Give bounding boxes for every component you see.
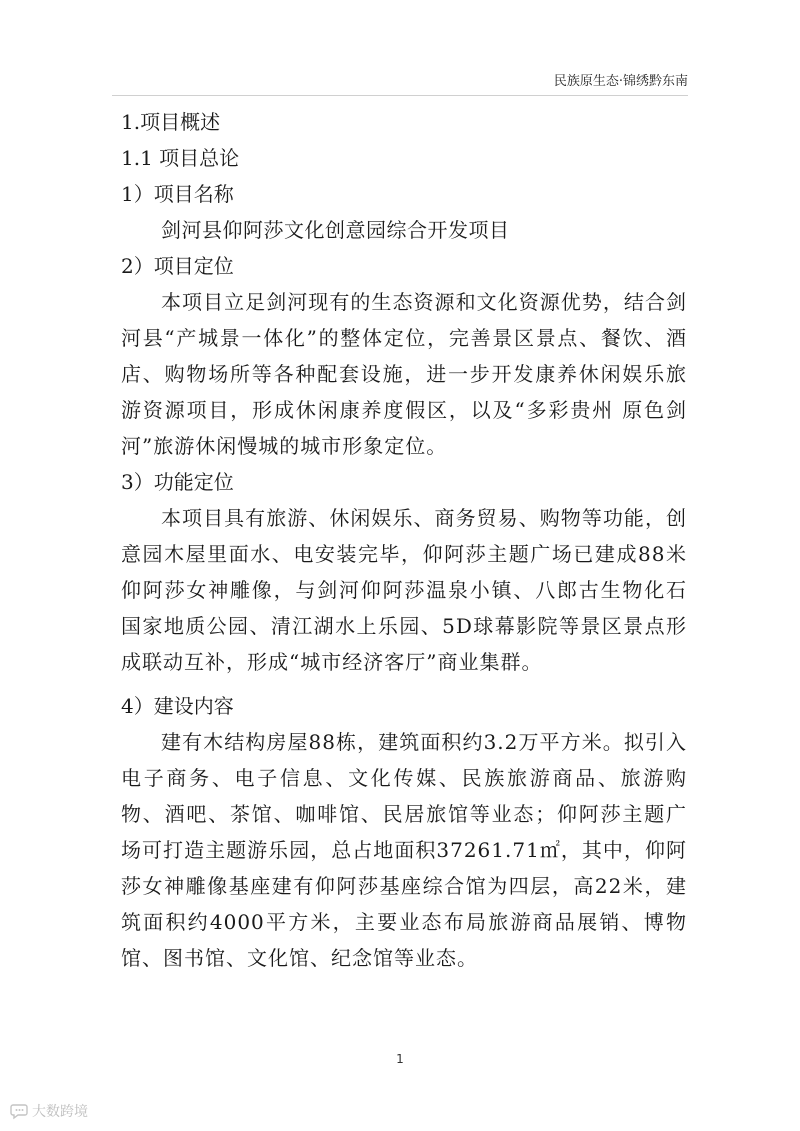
function-positioning-text: 本项目具有旅游、休闲娱乐、商务贸易、购物等功能，创意园木屋里面水、电安装完毕，仰阿莎主题广场已建成88米仰阿莎女神雕像，与剑河仰阿莎温泉小镇、八郎古生物化石国家地质公园、清江湖水上乐园、5D球幕影院等景区景点形成联动互补，形成“城市经济客厅”商业集群。	[121, 506, 687, 674]
construction-content-heading: 4）建设内容	[121, 694, 234, 718]
document-body	[121, 104, 687, 976]
project-positioning-text: 本项目立足剑河现有的生态资源和文化资源优势，结合剑河县“产城景一体化”的整体定位，完善景区景点、餐饮、酒店、购物场所等各种配套设施，进一步开发康养休闲娱乐旅游资源项目，形成休闲康养度假区，以及“多彩贵州 原色剑河”旅游休闲慢城的城市形象定位。	[121, 290, 687, 458]
function-positioning-heading: 3）功能定位	[121, 470, 234, 494]
header-brand: 民族原生态·锦绣黔东南	[553, 74, 688, 89]
project-name-heading: 1）项目名称	[121, 182, 234, 206]
chat-bubble-logo-icon	[10, 1102, 28, 1120]
watermark	[10, 1101, 88, 1121]
project-positioning-heading: 2）项目定位	[121, 254, 234, 278]
section-title: 1.项目概述	[121, 110, 221, 134]
page-number: 1	[396, 1052, 404, 1066]
construction-content-text: 建有木结构房屋88栋，建筑面积约3.2万平方米。拟引入电子商务、电子信息、文化传媒、民族旅游商品、旅游购物、酒吧、茶馆、咖啡馆、民居旅馆等业态；仰阿莎主题广场可打造主题游乐园，总占地面积37261.71㎡，其中，仰阿莎女神雕像基座建有仰阿莎基座综合馆为四层，高22米，建筑面积约4000平方米，主要业态布局旅游商品展销、博物馆、图书馆、文化馆、纪念馆等业态。	[121, 730, 687, 970]
watermark-text: 大数跨境	[32, 1104, 88, 1120]
header-divider	[112, 95, 688, 96]
project-name-text: 剑河县仰阿莎文化创意园综合开发项目	[161, 218, 510, 242]
section-subtitle: 1.1 项目总论	[121, 146, 240, 170]
